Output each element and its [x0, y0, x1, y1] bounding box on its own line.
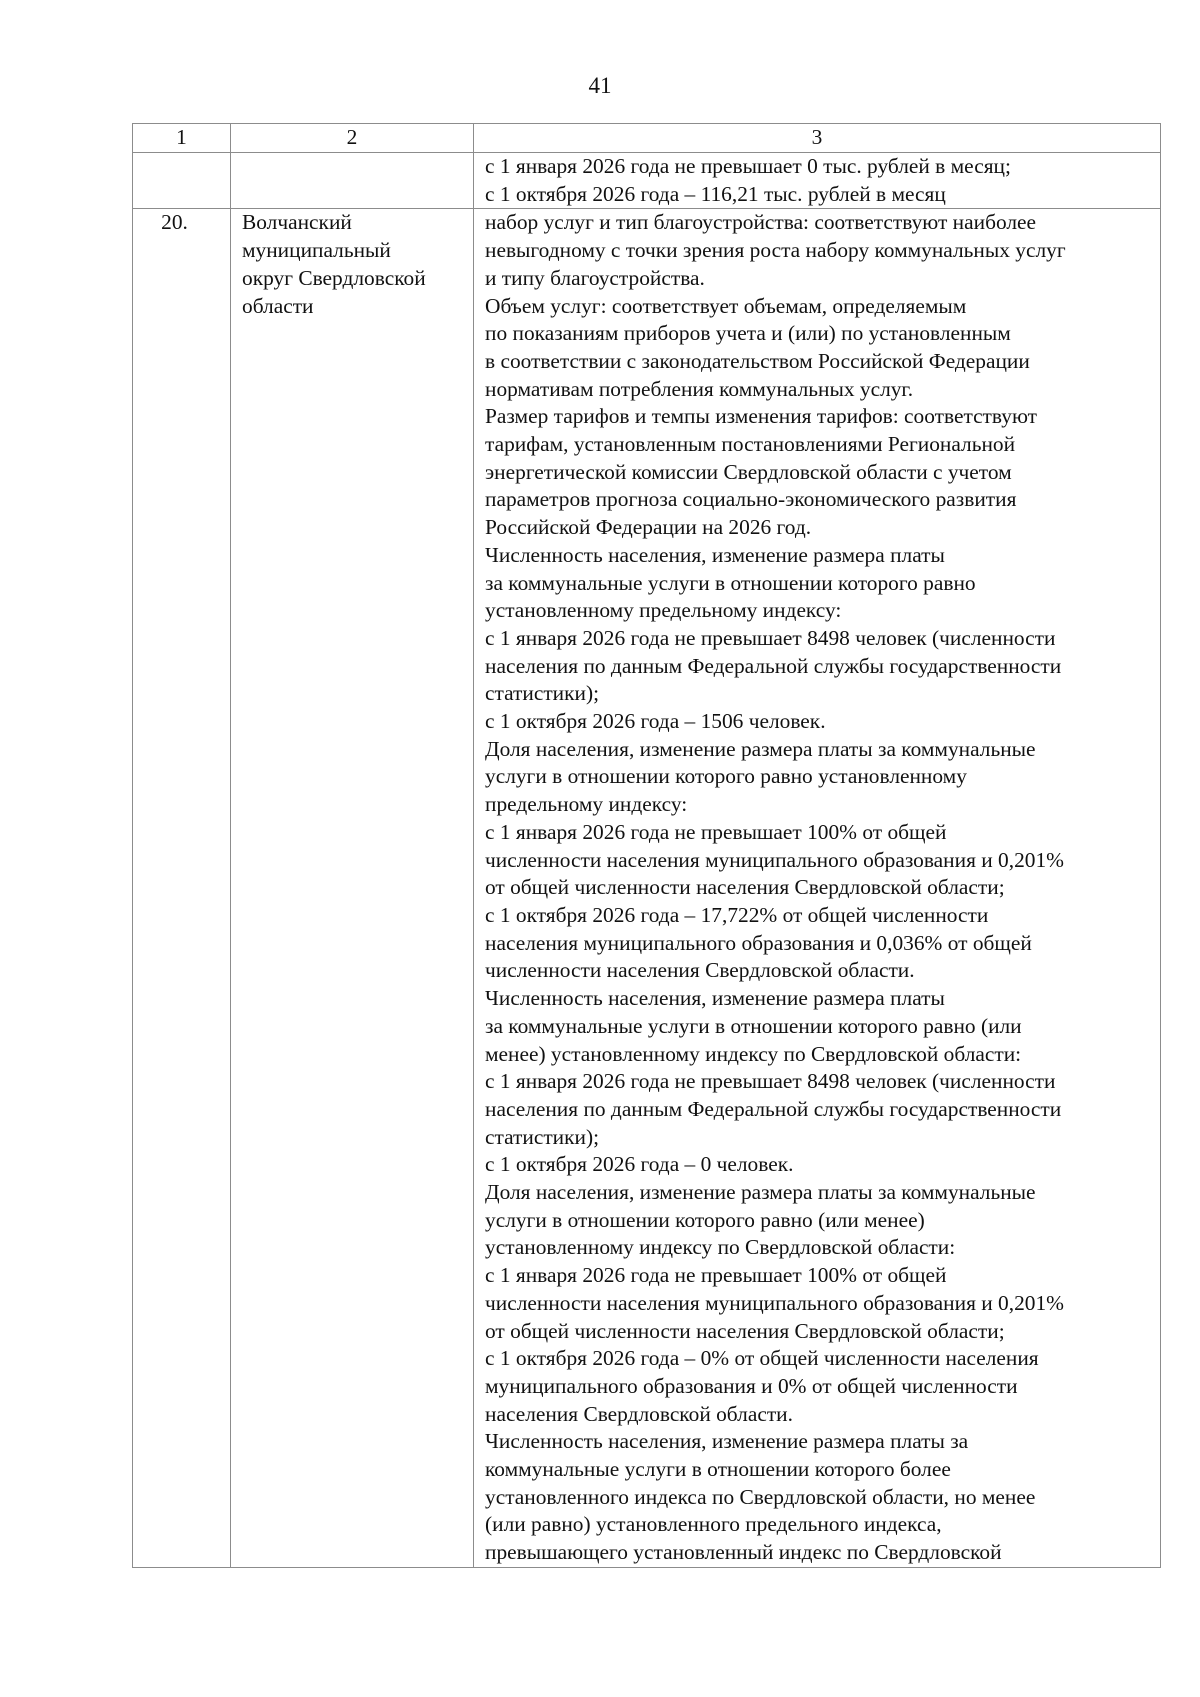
text-line: от общей численности населения Свердловской области; — [485, 875, 1005, 900]
text-line: тарифам, установленным постановлениями Региональной — [485, 432, 1016, 457]
text-line: коммунальные услуги в отношении которого более — [485, 1457, 951, 1482]
text-line: по показаниям приборов учета и (или) по установленным — [485, 321, 1011, 346]
text-line: энергетической комиссии Свердловской области с учетом — [485, 459, 1012, 484]
text-line: с 1 января 2026 года не превышает 100% от общей — [485, 819, 947, 844]
text-line: муниципального образования и 0% от общей численности — [485, 1373, 1018, 1398]
text-line: превышающего установленный индекс по Свердловской — [485, 1540, 1002, 1565]
text-line: статистики); — [485, 681, 600, 706]
text-line: параметров прогноза социально-экономического развития — [485, 487, 1017, 512]
text-line: Численность населения, изменение размера платы — [485, 986, 945, 1011]
text-line: с 1 октября 2026 года – 17,722% от общей численности — [485, 902, 989, 927]
text-line: с 1 октября 2026 года – 1506 человек. — [485, 709, 826, 734]
continuation-text-cell — [474, 153, 1161, 209]
text-line: населения по данным Федеральной службы государственности — [485, 1096, 1062, 1121]
text-line: с 1 января 2026 года не превышает 8498 человек (численности — [485, 625, 1056, 650]
table-row — [133, 209, 1161, 1567]
entry-description — [474, 209, 1161, 1567]
text-line: установленному индексу по Свердловской области: — [485, 1235, 956, 1260]
text-line: населения по данным Федеральной службы государственности — [485, 653, 1062, 678]
column-header-2: 2 — [231, 124, 474, 153]
text-line: населения Свердловской области. — [485, 1401, 793, 1426]
text-line: с 1 января 2026 года не превышает 0 тыс. рублей в месяц; — [485, 154, 1011, 178]
municipality-line: округ Свердловской — [242, 265, 426, 290]
text-line: услуги в отношении которого равно установленному — [485, 764, 967, 789]
text-line: Доля населения, изменение размера платы за коммунальные — [485, 736, 1036, 761]
text-line: населения муниципального образования и 0,036% от общей — [485, 930, 1032, 955]
text-line: (или равно) установленного предельного индекса, — [485, 1512, 942, 1537]
text-line: с 1 октября 2026 года – 116,21 тыс. рублей в месяц — [485, 181, 946, 206]
text-line: набор услуг и тип благоустройства: соответствуют наиболее — [485, 210, 1037, 235]
municipality-line: области — [242, 293, 314, 318]
text-line: с 1 января 2026 года не превышает 100% от общей — [485, 1263, 947, 1288]
text-line: нормативам потребления коммунальных услуг. — [485, 376, 914, 401]
continuation-number-cell — [133, 153, 231, 209]
text-line: услуги в отношении которого равно (или менее) — [485, 1207, 925, 1232]
text-line: с 1 января 2026 года не превышает 8498 человек (численности — [485, 1069, 1056, 1094]
text-line: Российской Федерации на 2026 год. — [485, 515, 812, 540]
text-line: установленного индекса по Свердловской области, но менее — [485, 1484, 1036, 1509]
text-line: с 1 октября 2026 года – 0% от общей численности населения — [485, 1346, 1039, 1371]
text-line: численности населения муниципального образования и 0,201% — [485, 847, 1064, 872]
text-line: Размер тарифов и темпы изменения тарифов: соответствуют — [485, 404, 1038, 429]
tariff-table — [132, 123, 1161, 1568]
municipality-name — [231, 209, 474, 1567]
text-line: от общей численности населения Свердловской области; — [485, 1318, 1005, 1343]
page-number: 41 — [588, 73, 612, 98]
text-line: за коммунальные услуги в отношении которого равно — [485, 570, 976, 595]
text-line: установленному предельному индексу: — [485, 598, 842, 623]
text-line: менее) установленному индексу по Свердловской области: — [485, 1041, 1022, 1066]
text-line: и типу благоустройства. — [485, 265, 705, 290]
entry-number: 20. — [133, 209, 231, 1567]
text-line: в соответствии с законодательством Российской Федерации — [485, 348, 1030, 373]
continuation-municipality-cell — [231, 153, 474, 209]
text-line: Объем услуг: соответствует объемам, определяемым — [485, 293, 967, 318]
municipality-line: муниципальный — [242, 238, 391, 263]
text-line: Доля населения, изменение размера платы за коммунальные — [485, 1180, 1036, 1205]
text-line: численности населения Свердловской области. — [485, 958, 915, 983]
text-line: Численность населения, изменение размера платы — [485, 542, 945, 567]
text-line: с 1 октября 2026 года – 0 человек. — [485, 1152, 794, 1177]
text-line: невыгодному с точки зрения роста набору коммунальных услуг — [485, 238, 1066, 263]
municipality-line: Волчанский — [242, 210, 352, 235]
table-header-row — [133, 124, 1161, 153]
column-header-1: 1 — [133, 124, 231, 153]
text-line: статистики); — [485, 1124, 600, 1149]
text-line: предельному индексу: — [485, 792, 688, 817]
column-header-3: 3 — [474, 124, 1161, 153]
text-line: численности населения муниципального образования и 0,201% — [485, 1290, 1064, 1315]
text-line: Численность населения, изменение размера платы за — [485, 1429, 969, 1454]
continuation-row — [133, 153, 1161, 209]
text-line: за коммунальные услуги в отношении которого равно (или — [485, 1013, 1022, 1038]
